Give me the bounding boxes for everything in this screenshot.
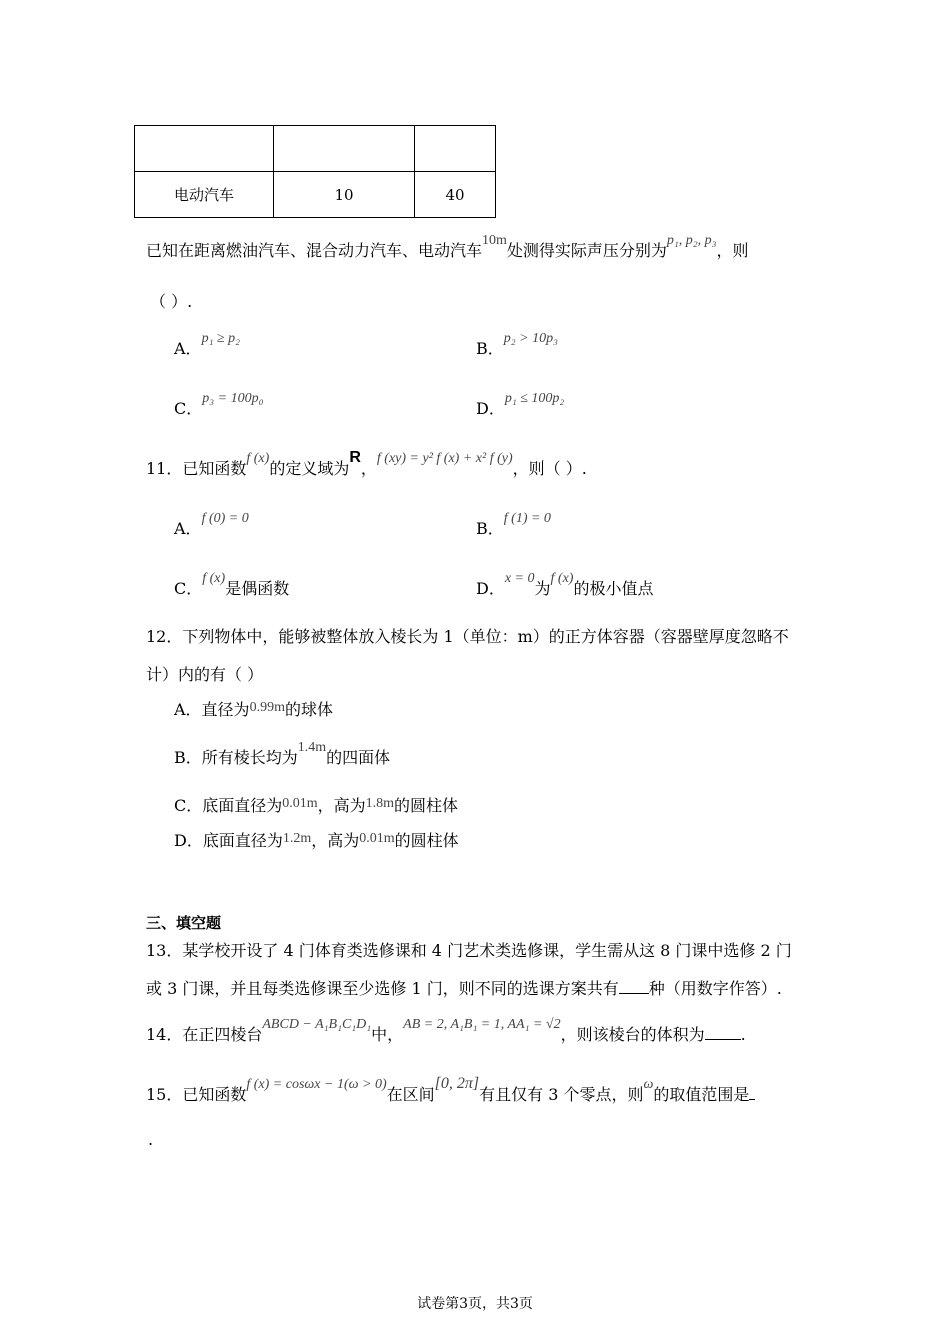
q10-stem-b: 处测得实际声压分别为 — [506, 241, 667, 260]
option-letter: B． — [476, 339, 504, 358]
q10-dist: 10m — [482, 233, 507, 248]
option-letter: C． — [174, 579, 203, 598]
q15-c: 有且仅有 3 个零点，则 — [479, 1085, 644, 1104]
q11-fx: f (x) — [246, 451, 270, 466]
q14-expr1: ABCD − A₁B₁C₁D₁ — [262, 1017, 372, 1032]
q14-c: ，则该棱台的体积为 — [560, 1025, 705, 1044]
option-letter: A． — [174, 519, 202, 538]
table-cell: 40 — [415, 172, 496, 218]
q12-option-c[interactable] — [174, 793, 458, 816]
q11-stem — [146, 449, 587, 479]
q11-option-c[interactable] — [174, 571, 290, 599]
q11-mid: 的定义域为 — [269, 459, 350, 478]
option-value: 1.2m — [282, 831, 312, 846]
q11-option-d[interactable] — [476, 571, 654, 599]
q11-option-b[interactable] — [476, 511, 551, 539]
q11-eq: f (xy) = y² f (x) + x² f (y) — [376, 451, 513, 466]
page-footer: 试卷第3页，共3页 — [417, 1296, 533, 1312]
option-expr: p₂ > 10p₃ — [503, 331, 558, 346]
q15-expr3: ω — [643, 1077, 654, 1092]
answer-blank[interactable] — [749, 1085, 755, 1100]
option-expr: p₁ ≥ p₂ — [201, 331, 240, 346]
answer-blank[interactable] — [705, 1025, 741, 1040]
option-tail: 的四面体 — [326, 748, 391, 767]
option-letter: B． — [476, 519, 504, 538]
q14-b: 中， — [371, 1025, 404, 1044]
q13-line2b: 种（用数字作答）. — [648, 979, 782, 998]
table-cell — [274, 126, 415, 172]
q15-expr1: f (x) = cosωx − 1(ω > 0) — [246, 1077, 387, 1092]
option-value: 0.99m — [249, 700, 285, 715]
q13-line2 — [146, 976, 782, 999]
option-letter: B．所有棱长均为 — [174, 748, 298, 767]
option-letter: C．底面直径为 — [174, 796, 283, 815]
option-value: 0.01m — [282, 796, 318, 811]
option-expr: f (1) = 0 — [503, 511, 551, 526]
option-letter: D． — [476, 399, 505, 418]
option-expr2: f (x) — [550, 571, 574, 586]
q10-option-c[interactable] — [174, 391, 264, 419]
q12-option-d[interactable] — [174, 828, 459, 851]
q10-vars: p₁, p₂, p₃ — [666, 233, 717, 248]
option-tail: 是偶函数 — [225, 579, 290, 598]
option-letter: A． — [174, 339, 202, 358]
option-tail: 的圆柱体 — [394, 796, 459, 815]
option-letter: A．直径为 — [174, 700, 250, 719]
q10-option-b[interactable] — [476, 331, 558, 359]
q11-comma: ， — [360, 459, 377, 478]
option-tail: 的球体 — [284, 700, 333, 719]
q14-stem — [146, 1017, 746, 1045]
q11-option-a[interactable] — [174, 511, 249, 539]
q15-a: 15．已知函数 — [146, 1085, 247, 1104]
option-letter: C． — [174, 399, 203, 418]
q12-option-a[interactable] — [174, 697, 333, 720]
q12-option-b[interactable] — [174, 740, 391, 768]
table-row — [135, 126, 496, 172]
q11-num: 11．已知函数 — [146, 459, 247, 478]
q14-a: 14．在正四棱台 — [146, 1025, 263, 1044]
q12-line1: 12．下列物体中，能够被整体放入棱长为 1（单位：m）的正方体容器（容器壁厚度忽略不 — [146, 627, 789, 646]
q12-line2: 计）内的有（ ） — [146, 665, 264, 684]
section-title: 三、填空题 — [146, 914, 222, 932]
table-cell — [135, 126, 274, 172]
option-expr: f (0) = 0 — [201, 511, 249, 526]
table-cell — [415, 126, 496, 172]
q11-R: R — [349, 449, 361, 466]
option-expr: f (x) — [202, 571, 226, 586]
q10-option-d[interactable] — [476, 391, 565, 419]
q13-line1: 13．某学校开设了 4 门体育类选修课和 4 门艺术类选修课，学生需从这 8 门课中选修 2 门 — [146, 941, 792, 960]
table-cell: 10 — [274, 172, 415, 218]
option-expr: p₃ = 100p₀ — [202, 391, 264, 406]
q15-stem — [146, 1075, 755, 1105]
table-cell: 电动汽车 — [135, 172, 274, 218]
option-mid: ，高为 — [311, 831, 360, 850]
option-mid: ，高为 — [317, 796, 366, 815]
q14-d: . — [740, 1025, 746, 1044]
q15-expr2: [0, 2π] — [434, 1075, 480, 1092]
option-value: 1.4m — [297, 740, 327, 755]
q10-option-a[interactable] — [174, 331, 240, 359]
q10-stem — [146, 233, 749, 261]
option-letter: D．底面直径为 — [174, 831, 283, 850]
option-expr: x = 0 — [504, 571, 535, 586]
option-expr: p₁ ≤ 100p₂ — [504, 391, 565, 406]
option-letter: D． — [476, 579, 505, 598]
q10-stem-a: 已知在距离燃油汽车、混合动力汽车、电动汽车 — [146, 241, 483, 260]
table-row — [135, 172, 496, 218]
q10-paren: （ ）. — [150, 292, 193, 311]
option-tail: 的圆柱体 — [394, 831, 459, 850]
q15-d: 的取值范围是 — [653, 1085, 750, 1104]
option-value2: 0.01m — [359, 831, 395, 846]
q13-line2a: 或 3 门课，并且每类选修课至少选修 1 门，则不同的选课方案共有 — [146, 979, 619, 998]
option-tail: 的极小值点 — [573, 579, 654, 598]
q10-stem-c: ，则 — [716, 241, 749, 260]
q11-end: ，则（ ）. — [512, 459, 587, 478]
q15-b: 在区间 — [386, 1085, 435, 1104]
option-mid: 为 — [534, 579, 551, 598]
data-table — [134, 125, 496, 218]
q14-expr2: AB = 2, A₁B₁ = 1, AA₁ = √2 — [403, 1017, 561, 1032]
q15-period: . — [148, 1130, 154, 1149]
option-value2: 1.8m — [365, 796, 395, 811]
answer-blank[interactable] — [619, 979, 649, 994]
